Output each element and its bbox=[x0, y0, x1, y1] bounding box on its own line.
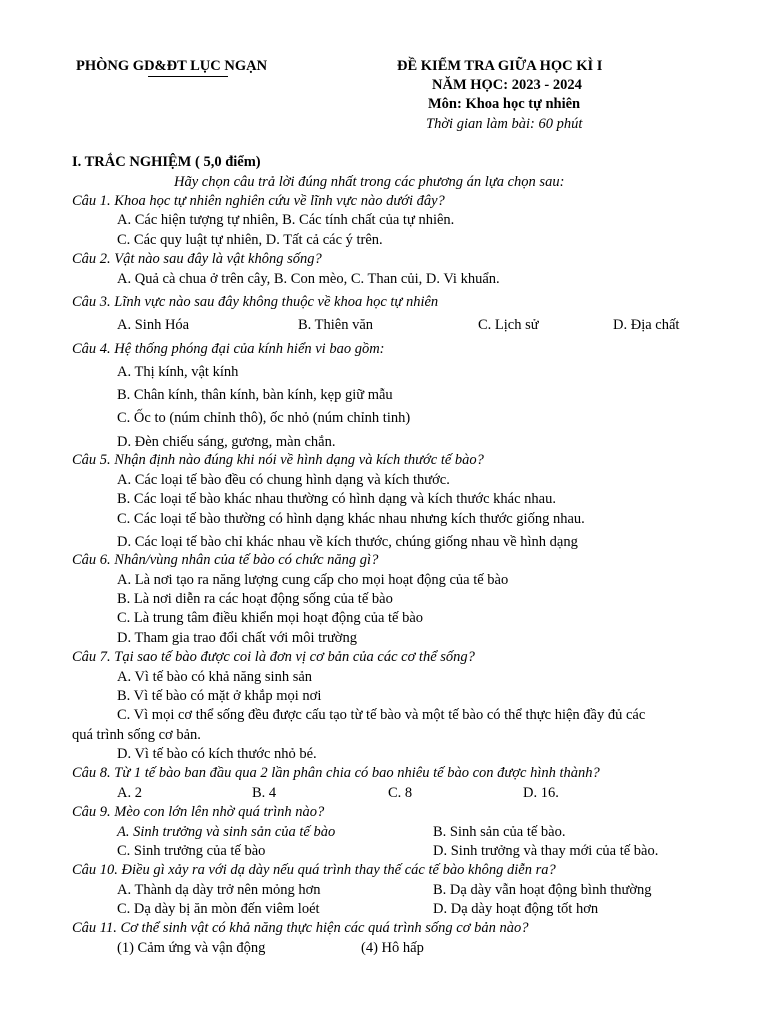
q8-option-d: D. 16. bbox=[523, 785, 559, 801]
question-2: Câu 2. Vật nào sau đây là vật không sống? bbox=[72, 251, 322, 267]
time-limit: Thời gian làm bài: 60 phút bbox=[426, 116, 583, 132]
question-9: Câu 9. Mèo con lớn lên nhờ quá trình nào? bbox=[72, 804, 325, 820]
q4-option-c: C. Ốc to (núm chỉnh thô), ốc nhỏ (núm chỉnh tinh) bbox=[117, 410, 411, 426]
q10-option-a: A. Thành dạ dày trở nên mỏng hơn bbox=[117, 882, 321, 898]
question-8: Câu 8. Từ 1 tế bào ban đầu qua 2 lần phân chia có bao nhiêu tế bào con được hình thành? bbox=[72, 765, 600, 781]
q3-option-c: C. Lịch sử bbox=[478, 317, 539, 333]
q6-option-a: A. Là nơi tạo ra năng lượng cung cấp cho mọi hoạt động của tế bào bbox=[117, 572, 509, 588]
section-instruction: Hãy chọn câu trả lời đúng nhất trong các phương án lựa chọn sau: bbox=[174, 174, 565, 190]
q4-option-a: A. Thị kính, vật kính bbox=[117, 364, 239, 380]
q9-option-c: C. Sinh trưởng của tế bào bbox=[117, 843, 266, 859]
school-name: PHÒNG GD&ĐT LỤC NGẠN bbox=[76, 58, 268, 74]
q8-option-a: A. 2 bbox=[117, 785, 142, 801]
q6-option-b: B. Là nơi diễn ra các hoạt động sống của tế bào bbox=[117, 591, 393, 607]
q1-options-line2: C. Các quy luật tự nhiên, D. Tất cả các ý trên. bbox=[117, 232, 383, 248]
question-4: Câu 4. Hệ thống phóng đại của kính hiển vi bao gồm: bbox=[72, 341, 385, 357]
q8-option-c: C. 8 bbox=[388, 785, 413, 801]
q5-option-b: B. Các loại tế bào khác nhau thường có hình dạng và kích thước khác nhau. bbox=[117, 491, 556, 507]
q10-option-d: D. Dạ dày hoạt động tốt hơn bbox=[433, 901, 599, 917]
q10-option-b: B. Dạ dày vẫn hoạt động bình thường bbox=[433, 882, 652, 898]
q10-option-c: C. Dạ dày bị ăn mòn đến viêm loét bbox=[117, 901, 320, 917]
header-divider bbox=[148, 76, 228, 77]
q4-option-d: D. Đèn chiếu sáng, gương, màn chắn. bbox=[117, 434, 336, 450]
question-11: Câu 11. Cơ thể sinh vật có khả năng thực hiện các quá trình sống cơ bản nào? bbox=[72, 920, 529, 936]
subject: Môn: Khoa học tự nhiên bbox=[428, 96, 581, 112]
q5-option-d: D. Các loại tế bào chỉ khác nhau về kích thước, chúng giống nhau về hình dạng bbox=[117, 534, 578, 550]
q11-item-1: (1) Cảm ứng và vận động bbox=[117, 940, 266, 956]
q9-option-d: D. Sinh trưởng và thay mới của tế bào. bbox=[433, 843, 659, 859]
q9-option-b: B. Sinh sản của tế bào. bbox=[433, 824, 566, 840]
q3-option-d: D. Địa chất bbox=[613, 317, 680, 333]
q5-option-c: C. Các loại tế bào thường có hình dạng khác nhau nhưng kích thước giống nhau. bbox=[117, 511, 585, 527]
q3-option-a: A. Sinh Hóa bbox=[117, 317, 190, 333]
exam-title: ĐỀ KIỂM TRA GIỮA HỌC KÌ I bbox=[397, 58, 603, 74]
q6-option-d: D. Tham gia trao đổi chất với môi trường bbox=[117, 630, 357, 646]
q9-option-a: A. Sinh trưởng và sinh sản của tế bào bbox=[117, 824, 336, 840]
q3-option-b: B. Thiên văn bbox=[298, 317, 374, 333]
q1-options-line1: A. Các hiện tượng tự nhiên, B. Các tính chất của tự nhiên. bbox=[117, 212, 455, 228]
q11-item-4: (4) Hô hấp bbox=[361, 940, 424, 956]
q7-option-c: C. Vì mọi cơ thể sống đều được cấu tạo từ tế bào và một tế bào có thể thực hiện đầy đủ các bbox=[117, 707, 646, 723]
question-7: Câu 7. Tại sao tế bào được coi là đơn vị cơ bản của các cơ thể sống? bbox=[72, 649, 475, 665]
q7-option-c-continued: quá trình sống cơ bản. bbox=[72, 727, 201, 743]
q8-option-b: B. 4 bbox=[252, 785, 277, 801]
school-year: NĂM HỌC: 2023 - 2024 bbox=[432, 77, 582, 93]
question-3: Câu 3. Lĩnh vực nào sau đây không thuộc về khoa học tự nhiên bbox=[72, 294, 439, 310]
question-6: Câu 6. Nhân/vùng nhân của tế bào có chức năng gì? bbox=[72, 552, 379, 568]
question-5: Câu 5. Nhận định nào đúng khi nói về hình dạng và kích thước tế bào? bbox=[72, 452, 484, 468]
q5-option-a: A. Các loại tế bào đều có chung hình dạng và kích thước. bbox=[117, 472, 450, 488]
question-10: Câu 10. Điều gì xảy ra với dạ dày nếu quá trình thay thế các tế bào không diễn ra? bbox=[72, 862, 556, 878]
q4-option-b: B. Chân kính, thân kính, bàn kính, kẹp giữ mẫu bbox=[117, 387, 393, 403]
q2-options: A. Quả cà chua ở trên cây, B. Con mèo, C. Than củi, D. Vi khuẩn. bbox=[117, 271, 500, 287]
question-1: Câu 1. Khoa học tự nhiên nghiên cứu về lĩnh vực nào dưới đây? bbox=[72, 193, 445, 209]
section-title: I. TRẮC NGHIỆM ( 5,0 điểm) bbox=[72, 154, 261, 170]
q7-option-b: B. Vì tế bào có mặt ở khắp mọi nơi bbox=[117, 688, 322, 704]
q6-option-c: C. Là trung tâm điều khiển mọi hoạt động của tế bào bbox=[117, 610, 424, 626]
q7-option-a: A. Vì tế bào có khả năng sinh sản bbox=[117, 669, 313, 685]
q7-option-d: D. Vì tế bào có kích thước nhỏ bé. bbox=[117, 746, 317, 762]
